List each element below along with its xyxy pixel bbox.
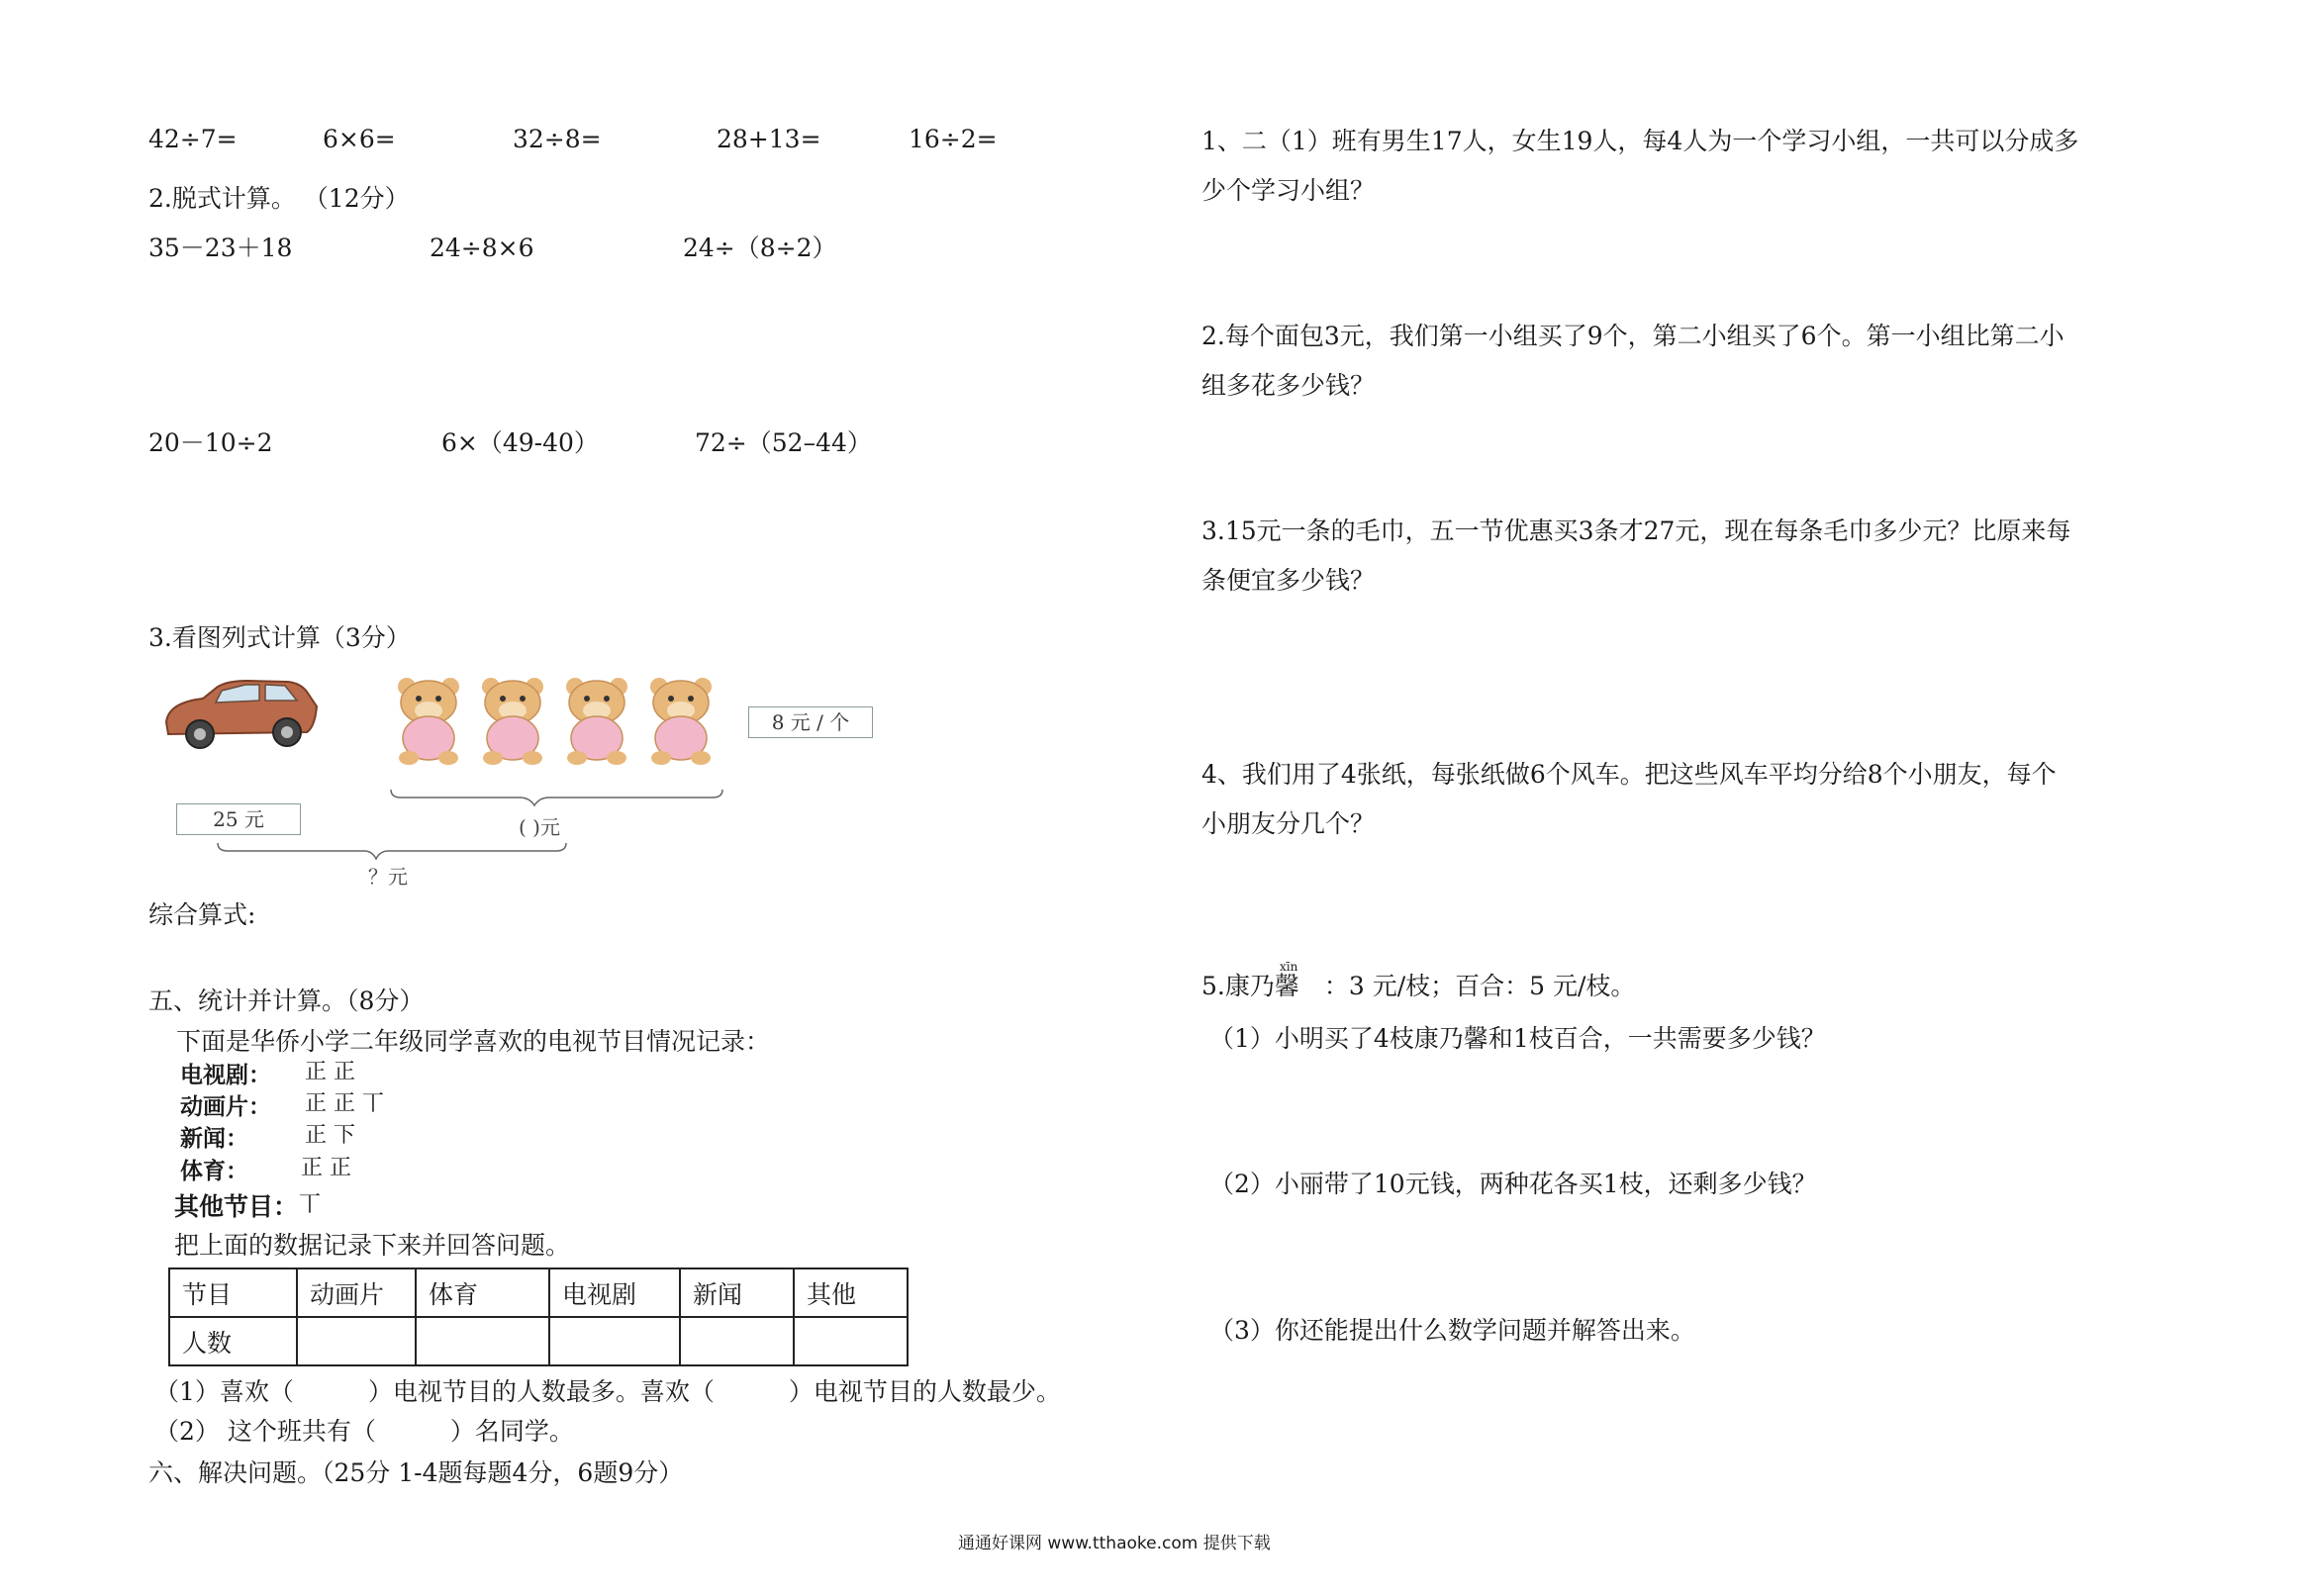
table-row xyxy=(169,1317,908,1365)
table-cell-news[interactable] xyxy=(680,1317,794,1365)
tally-label-other: 其他节目： xyxy=(174,1192,299,1221)
table-cell-sports[interactable] xyxy=(416,1317,549,1365)
table-header-other: 其他 xyxy=(794,1268,908,1317)
table-header-news: 新闻 xyxy=(680,1268,794,1317)
table-header-program: 节目 xyxy=(169,1268,297,1317)
q3-title: 3.看图列式计算（3分） xyxy=(148,623,411,652)
q2-expr-3: 24÷（8÷2） xyxy=(683,234,837,262)
oral-problem-1: 42÷7= xyxy=(148,125,238,153)
table-row xyxy=(169,1268,908,1317)
problem-3-line-2: 条便宜多少钱？ xyxy=(1201,566,1376,595)
oral-problem-3: 32÷8= xyxy=(513,125,602,153)
bears-total-blank: ( )元 xyxy=(519,815,560,839)
section6-title: 六、解决问题。（25分 1-4题每题4分，6题9分） xyxy=(148,1458,684,1487)
section5-instruction: 把上面的数据记录下来并回答问题。 xyxy=(174,1231,571,1260)
section5-question-2: （2） 这个班共有（ ）名同学。 xyxy=(154,1417,574,1446)
problem-4-line-1: 4、我们用了4张纸，每张纸做6个风车。把这些风车平均分给8个小朋友，每个 xyxy=(1201,760,2057,789)
table-row-label-count: 人数 xyxy=(169,1317,297,1365)
footer-credit: 通通好课网 www.tthaoke.com 提供下载 xyxy=(958,1534,1271,1553)
tally-marks-sports: 正 正 xyxy=(301,1156,351,1180)
oral-problem-4: 28+13= xyxy=(717,125,821,153)
oral-problem-2: 6×6= xyxy=(323,125,396,153)
q2-expr-4: 20－10÷2 xyxy=(148,428,273,457)
problem-5-pinyin: xīn xyxy=(1280,960,1298,974)
tally-marks-cartoon: 正 正 丅 xyxy=(305,1091,384,1116)
bear-icon-3 xyxy=(566,678,627,765)
problem-3-line-1: 3.15元一条的毛巾，五一节优惠买3条才27元，现在每条毛巾多少元？比原来每 xyxy=(1201,516,2071,545)
problem-5-title: 5.康乃馨 ：3 元/枝；百合：5 元/枝。 xyxy=(1201,972,1636,1000)
section5-title: 五、统计并计算。（8分） xyxy=(148,986,425,1015)
unit-price-label: 8 元 / 个 xyxy=(748,706,873,738)
q2-title: 2.脱式计算。 （12分） xyxy=(148,184,410,213)
tally-label-news: 新闻： xyxy=(180,1125,248,1152)
tally-label-tv-drama: 电视剧： xyxy=(180,1062,271,1088)
q2-expr-6: 72÷（52–44） xyxy=(695,428,872,457)
car-icon xyxy=(166,681,317,748)
formula-label: 综合算式: xyxy=(148,900,256,929)
table-header-cartoon: 动画片 xyxy=(297,1268,416,1317)
problem-2-line-1: 2.每个面包3元，我们第一小组买了9个，第二小组买了6个。第一小组比第二小 xyxy=(1201,322,2064,350)
problem-5-sub-3: （3）你还能提出什么数学问题并解答出来。 xyxy=(1209,1316,1695,1345)
problem-2-line-2: 组多花多少钱？ xyxy=(1201,371,1376,400)
table-cell-cartoon[interactable] xyxy=(297,1317,416,1365)
q2-expr-1: 35－23＋18 xyxy=(148,234,293,262)
table-header-sports: 体育 xyxy=(416,1268,549,1317)
problem-1-line-2: 少个学习小组？ xyxy=(1201,176,1376,205)
section5-intro: 下面是华侨小学二年级同学喜欢的电视节目情况记录： xyxy=(176,1027,771,1056)
q2-expr-2: 24÷8×6 xyxy=(430,234,534,262)
section5-question-1: （1）喜欢（ ）电视节目的人数最多。喜欢（ ）电视节目的人数最少。 xyxy=(154,1377,1061,1406)
table-cell-tv-drama[interactable] xyxy=(549,1317,680,1365)
oral-problem-5: 16÷2= xyxy=(909,125,998,153)
bear-icon-4 xyxy=(650,678,712,765)
table-header-tv-drama: 电视剧 xyxy=(549,1268,680,1317)
problem-4-line-2: 小朋友分几个？ xyxy=(1201,809,1376,838)
bear-icon-2 xyxy=(482,678,543,765)
problem-1-line-1: 1、二（1）班有男生17人，女生19人，每4人为一个学习小组，一共可以分成多 xyxy=(1201,127,2079,155)
overall-total-blank: ？元 xyxy=(368,865,408,889)
problem-5-sub-2: （2）小丽带了10元钱，两种花各买1枝，还剩多少钱？ xyxy=(1209,1170,1817,1198)
tally-label-cartoon: 动画片： xyxy=(180,1093,271,1120)
stats-table xyxy=(168,1267,909,1366)
tally-marks-other: 丅 xyxy=(299,1192,322,1217)
bear-icon-1 xyxy=(398,678,459,765)
problem-5-sub-1: （1）小明买了4枝康乃馨和1枝百合，一共需要多少钱？ xyxy=(1209,1024,1826,1053)
q3-figure xyxy=(148,673,901,891)
tally-label-sports: 体育： xyxy=(180,1158,248,1184)
tally-marks-tv-drama: 正 正 xyxy=(305,1060,355,1084)
table-cell-other[interactable] xyxy=(794,1317,908,1365)
car-price-label: 25 元 xyxy=(176,803,301,835)
bears-brace xyxy=(391,790,722,805)
tally-marks-news: 正 下 xyxy=(305,1123,355,1148)
q2-expr-5: 6×（49-40） xyxy=(441,428,599,457)
total-brace xyxy=(218,843,566,859)
